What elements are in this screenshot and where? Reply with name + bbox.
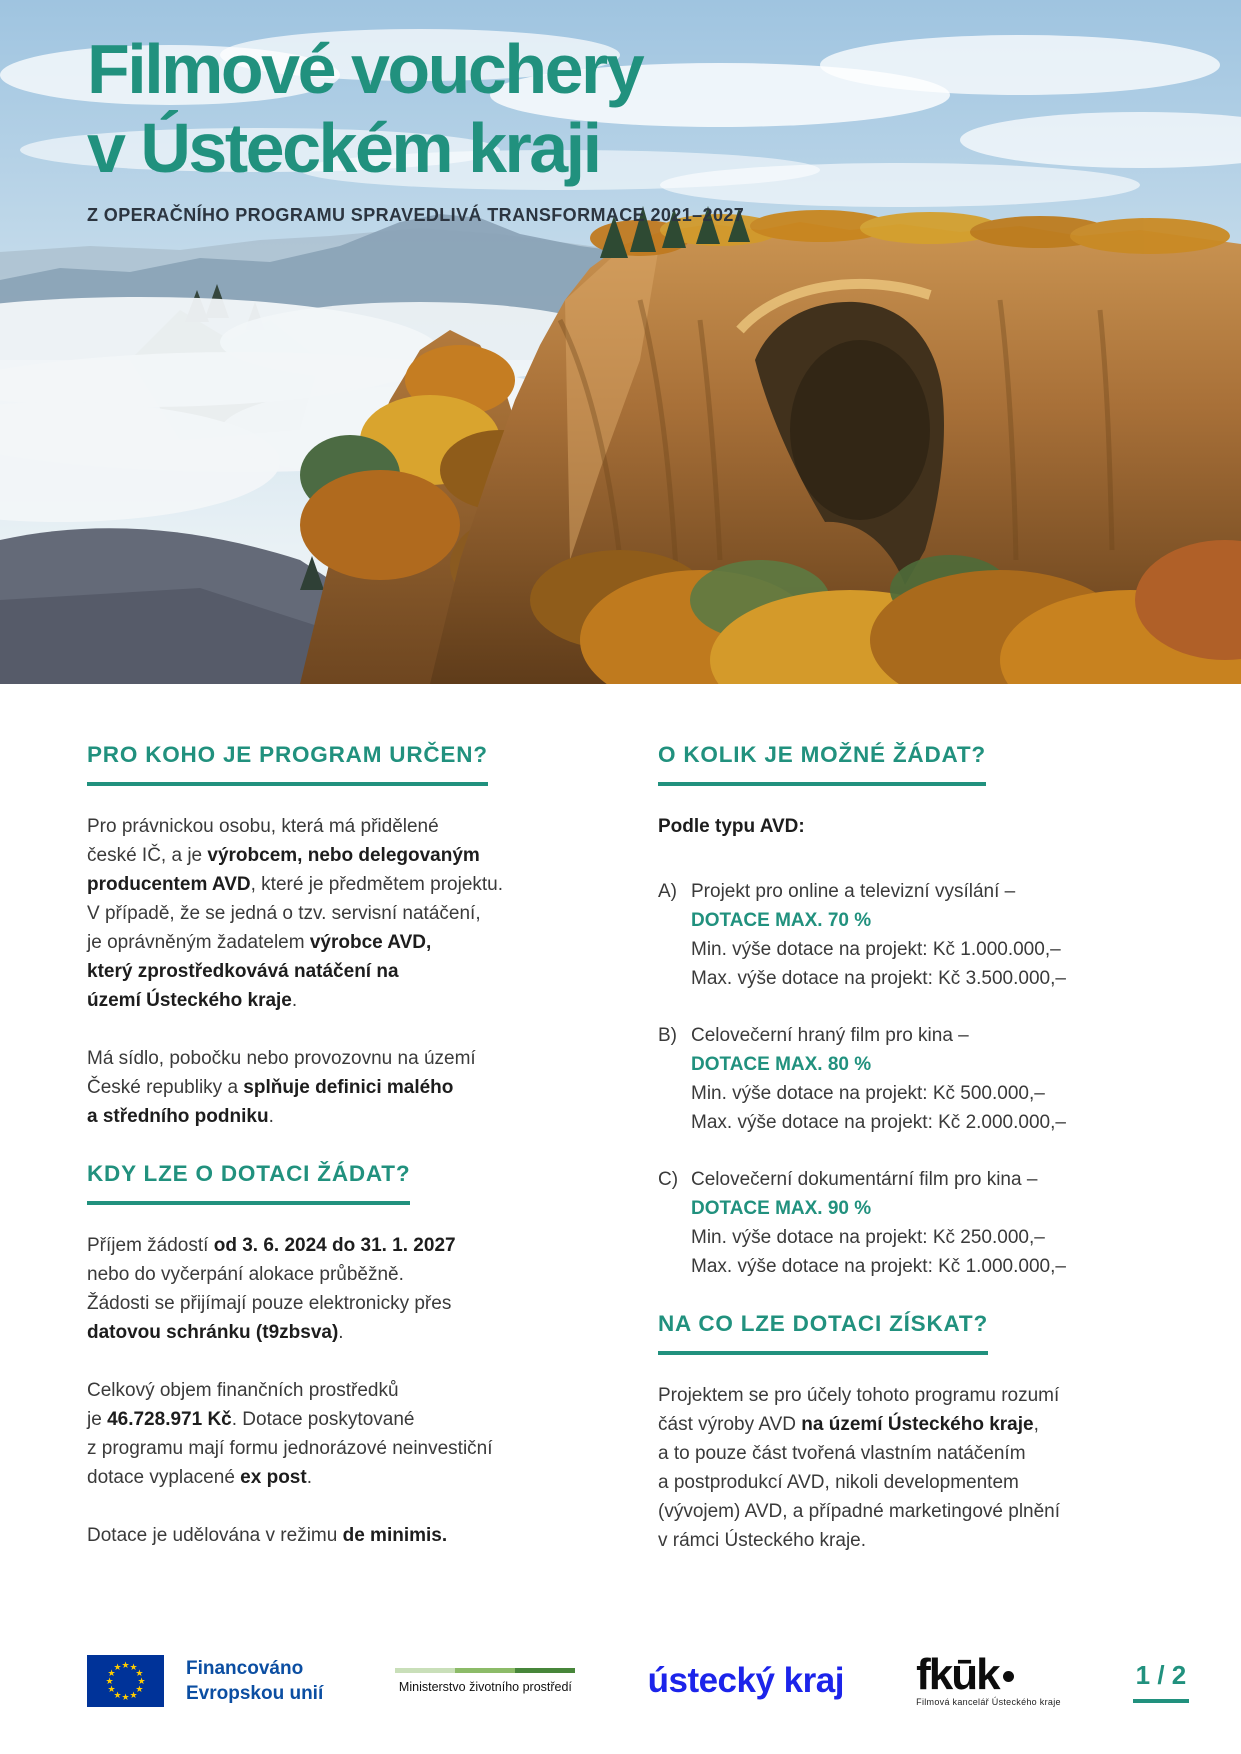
- avd-item-a: [658, 877, 1141, 993]
- section-heading-o-kolik: O KOLIK JE MOŽNÉ ŽÁDAT?: [658, 742, 986, 786]
- svg-text:★: ★: [107, 1669, 116, 1679]
- avd-item-min: Min. výše dotace na projekt: Kč 250.000,–: [691, 1227, 1045, 1248]
- avd-item-body: [691, 877, 1066, 993]
- svg-text:★: ★: [137, 1677, 146, 1687]
- page-number-rule: [1133, 1699, 1189, 1703]
- avd-item-min: Min. výše dotace na projekt: Kč 500.000,–: [691, 1083, 1045, 1104]
- avd-item-label: B): [658, 1025, 677, 1046]
- hero-text-block: [87, 30, 744, 226]
- avd-item-dotace: DOTACE MAX. 90 %: [691, 1198, 872, 1219]
- left-column: [87, 742, 558, 1584]
- svg-text:★: ★: [135, 1685, 144, 1695]
- section-pro-koho: [87, 742, 558, 1131]
- avd-item-title: Celovečerní dokumentární film pro kina –: [691, 1169, 1038, 1190]
- svg-text:★: ★: [135, 1669, 144, 1679]
- ministry-label: Ministerstvo životního prostředí: [398, 1680, 572, 1694]
- page-number-label: 1 / 2: [1135, 1659, 1187, 1690]
- paragraph: Má sídlo, pobočku nebo provozovnu na území České republiky a splňuje definici malého a středního podniku.: [87, 1048, 476, 1127]
- fkuk-logo: [916, 1650, 1061, 1707]
- svg-text:★: ★: [113, 1663, 122, 1674]
- paragraph: Celkový objem finančních prostředků je 46.728.971 Kč. Dotace poskytované z programu mají formu jednorázové neinvestiční dotace vyplacené ex post.: [87, 1380, 493, 1488]
- avd-item-max: Max. výše dotace na projekt: Kč 3.500.000,–: [691, 968, 1066, 989]
- eu-funding-label: Financováno Evropskou unií: [186, 1658, 324, 1704]
- lead-text: Podle typu AVD:: [658, 816, 805, 837]
- avd-item-label: A): [658, 881, 677, 902]
- content-columns: [87, 684, 1167, 1584]
- svg-text:★: ★: [107, 1685, 116, 1695]
- ministry-logo-bar: [395, 1668, 575, 1673]
- avd-item-label: C): [658, 1169, 679, 1190]
- section-heading-pro-koho: PRO KOHO JE PROGRAM URČEN?: [87, 742, 488, 786]
- avd-item-dotace: DOTACE MAX. 70 %: [691, 910, 872, 931]
- hero-section: [0, 0, 1241, 684]
- avd-item-c: [658, 1165, 1141, 1281]
- ministry-logo: [395, 1668, 575, 1694]
- eu-flag-icon: [87, 1655, 164, 1707]
- paragraph: Příjem žádostí od 3. 6. 2024 do 31. 1. 2027 nebo do vyčerpání alokace průběžně. Žádosti se přijímají pouze elektronicky přes datovou schránku (t9zbsva).: [87, 1235, 456, 1343]
- svg-text:★: ★: [121, 1693, 130, 1703]
- svg-text:★: ★: [121, 1661, 130, 1671]
- section-kdy-lze: [87, 1161, 558, 1550]
- avd-item-body: [691, 1021, 1066, 1137]
- avd-item-body: [691, 1165, 1066, 1281]
- paragraph: Dotace je udělována v režimu de minimis.: [87, 1525, 448, 1546]
- avd-item-b: [658, 1021, 1141, 1137]
- section-heading-kdy-lze: KDY LZE O DOTACI ŽÁDAT?: [87, 1161, 410, 1205]
- avd-item-max: Max. výše dotace na projekt: Kč 1.000.000,–: [691, 1256, 1066, 1277]
- svg-text:★: ★: [129, 1663, 138, 1674]
- avd-item-max: Max. výše dotace na projekt: Kč 2.000.000,–: [691, 1112, 1066, 1133]
- section-na-co: [658, 1311, 1141, 1555]
- svg-text:★: ★: [129, 1690, 138, 1701]
- fkuk-wordmark: fkūk: [916, 1655, 1061, 1695]
- right-column: [658, 742, 1141, 1584]
- page-subtitle: Z OPERAČNÍHO PROGRAMU SPRAVEDLIVÁ TRANSFORMACE 2021–2027: [87, 205, 745, 225]
- paragraph: Projektem se pro účely tohoto programu rozumí část výroby AVD na území Ústeckého kraje, a to pouze část tvořená vlastním natáčením a postprodukcí AVD, nikoli developmentem (vývojem) AVD, a případné marketingové plnění v rámci Ústeckého kraje.: [658, 1385, 1061, 1551]
- page-title: Filmové vouchery v Ústeckém kraji: [87, 30, 643, 187]
- eu-funding-logo: [87, 1655, 323, 1707]
- section-heading-na-co: NA CO LZE DOTACI ZÍSKAT?: [658, 1311, 988, 1355]
- footer: [87, 1645, 1189, 1717]
- avd-item-dotace: DOTACE MAX. 80 %: [691, 1054, 872, 1075]
- fkuk-tagline: Filmová kancelář Ústeckého kraje: [916, 1697, 1061, 1707]
- svg-text:★: ★: [113, 1690, 122, 1701]
- avd-item-min: Min. výše dotace na projekt: Kč 1.000.000,–: [691, 939, 1061, 960]
- avd-item-title: Projekt pro online a televizní vysílání –: [691, 881, 1016, 902]
- page-number: [1133, 1660, 1189, 1703]
- svg-text:★: ★: [105, 1677, 114, 1687]
- avd-item-title: Celovečerní hraný film pro kina –: [691, 1025, 969, 1046]
- section-o-kolik: [658, 742, 1141, 1281]
- ustecky-kraj-logo: ústecký kraj: [647, 1661, 844, 1700]
- fkuk-dot-icon: [1003, 1671, 1014, 1682]
- paragraph: Pro právnickou osobu, která má přidělené české IČ, a je výrobcem, nebo delegovaným producentem AVD, které je předmětem projektu. V případě, že se jedná o tzv. servisní natáčení, je oprávněným žadatelem výrobce AVD, který zprostředkovává natáčení na území Ústeckého kraje.: [87, 816, 504, 1011]
